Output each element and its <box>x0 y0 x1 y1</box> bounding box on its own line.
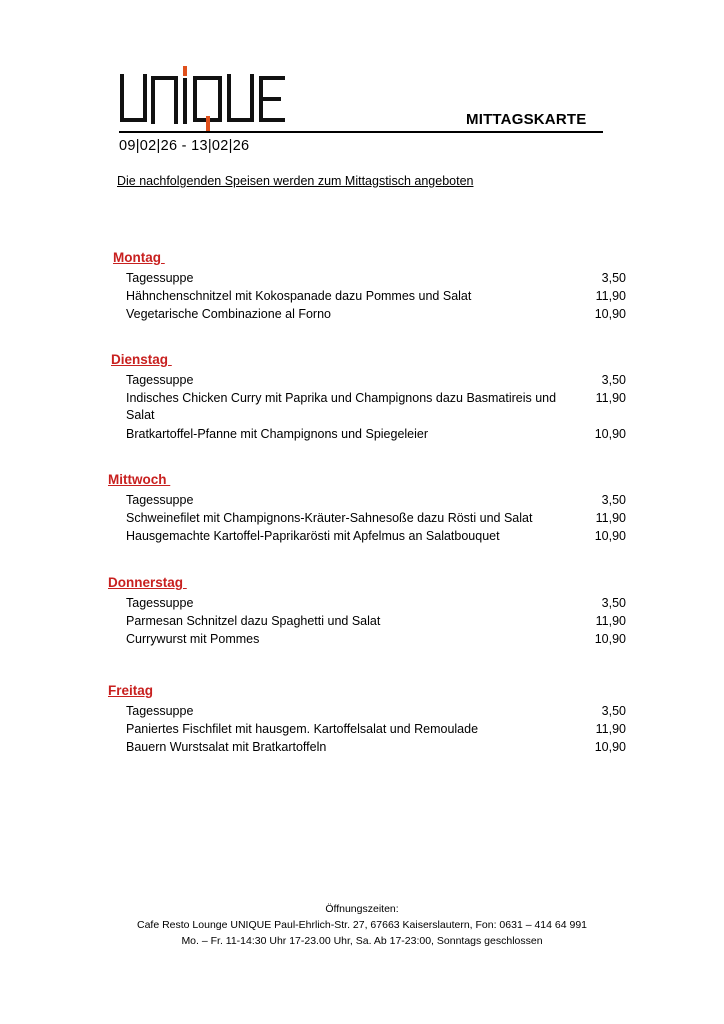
dish-name: Hähnchenschnitzel mit Kokospanade dazu Pommes und Salat <box>126 289 472 303</box>
dish-price: 3,50 <box>601 493 626 507</box>
dish-price: 11,90 <box>595 614 626 628</box>
dish-name: Tagessuppe <box>126 493 194 507</box>
date-range: 09|02|26 - 13|02|26 <box>119 138 250 154</box>
dish-name: Indisches Chicken Curry mit Paprika und Champignons dazu Basmatireis und Salat <box>126 391 557 422</box>
footer <box>0 901 724 949</box>
dish-name: Tagessuppe <box>126 596 194 610</box>
dish-price: 10,90 <box>594 529 626 543</box>
footer-hours: Mo. – Fr. 11-14:30 Uhr 17-23.00 Uhr, Sa. Ab 17-23:00, Sonntags geschlossen <box>181 935 543 947</box>
page-title: MITTAGSKARTE <box>466 111 587 128</box>
day-title: Montag <box>113 250 165 265</box>
dish-name: Currywurst mit Pommes <box>126 632 260 646</box>
dish-price: 11,90 <box>595 391 626 405</box>
dish-name: Hausgemachte Kartoffel-Paprikarösti mit Apfelmus an Salatbouquet <box>126 529 500 543</box>
dish-price: 11,90 <box>595 289 626 303</box>
day-title: Dienstag <box>111 352 172 367</box>
dish-price: 11,90 <box>595 511 626 525</box>
dish-name: Parmesan Schnitzel dazu Spaghetti und Salat <box>126 614 381 628</box>
day-title: Mittwoch <box>108 472 171 487</box>
footer-heading: Öffnungszeiten: <box>325 903 399 915</box>
dish-price: 3,50 <box>601 271 626 285</box>
unique-logo <box>119 66 287 132</box>
dish-price: 11,90 <box>595 722 626 736</box>
dish-name: Schweinefilet mit Champignons-Kräuter-Sahnesoße dazu Rösti und Salat <box>126 511 533 525</box>
dish-price: 10,90 <box>594 427 626 441</box>
dish-price: 3,50 <box>601 596 626 610</box>
day-title: Donnerstag <box>108 575 187 590</box>
header-rule <box>119 131 603 133</box>
dish-name: Paniertes Fischfilet mit hausgem. Kartoffelsalat und Remoulade <box>126 722 479 736</box>
dish-name: Bratkartoffel-Pfanne mit Champignons und Spiegeleier <box>126 427 429 441</box>
intro-text: Die nachfolgenden Speisen werden zum Mittagstisch angeboten <box>117 174 474 188</box>
footer-address: Cafe Resto Lounge UNIQUE Paul-Ehrlich-Str. 27, 67663 Kaiserslautern, Fon: 0631 – 414 64 991 <box>136 919 588 931</box>
day-title: Freitag <box>108 683 154 698</box>
dish-price: 3,50 <box>601 373 626 387</box>
dish-name: Vegetarische Combinazione al Forno <box>126 307 331 321</box>
dish-price: 10,90 <box>594 740 626 754</box>
dish-price: 3,50 <box>601 704 626 718</box>
dish-name: Tagessuppe <box>126 704 194 718</box>
dish-name: Tagessuppe <box>126 271 194 285</box>
dish-name: Bauern Wurstsalat mit Bratkartoffeln <box>126 740 327 754</box>
dish-price: 10,90 <box>594 307 626 321</box>
dish-price: 10,90 <box>594 632 626 646</box>
dish-name: Tagessuppe <box>126 373 194 387</box>
